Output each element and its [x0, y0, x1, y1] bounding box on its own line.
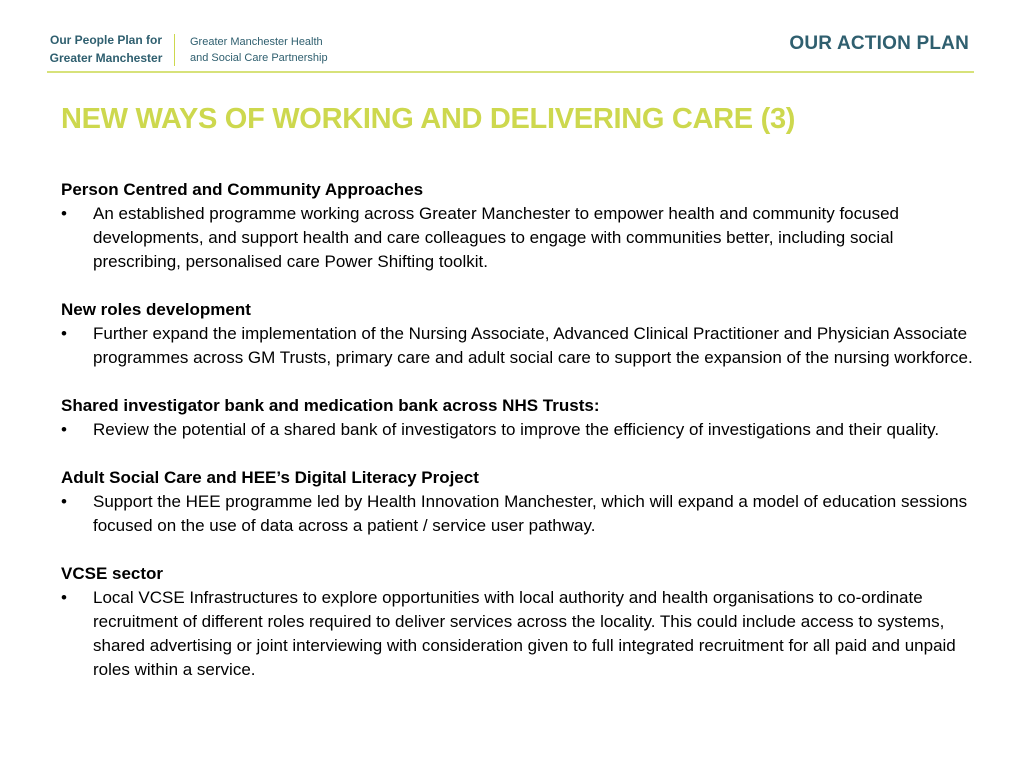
section-vcse — [61, 562, 976, 682]
bullet-item — [61, 490, 976, 538]
bullet-item — [61, 202, 976, 274]
partner-line-1: Greater Manchester Health — [190, 36, 323, 48]
page-title: NEW WAYS OF WORKING AND DELIVERING CARE (3) — [61, 103, 796, 135]
bullet-text: An established programme working across Greater Manchester to empower health and community focused developments, and support health and care colleagues to engage with communities better, including social prescribing, personalised care Power Shifting toolkit. — [93, 204, 899, 271]
section-label: OUR ACTION PLAN — [789, 33, 969, 54]
section-heading: New roles development — [61, 300, 251, 319]
bullet-text: Support the HEE programme led by Health Innovation Manchester, which will expand a model of education sessions focused on the use of data across a patient / service user pathway. — [93, 492, 968, 535]
partnership-logo — [190, 34, 328, 66]
section-new-roles — [61, 298, 976, 370]
logo-line-1: Our People Plan for — [49, 33, 163, 47]
section-heading: VCSE sector — [61, 564, 164, 583]
logo-line-2: Greater Manchester — [49, 51, 163, 65]
section-heading: Adult Social Care and HEE’s Digital Literacy Project — [61, 468, 479, 487]
partner-line-2: and Social Care Partnership — [190, 52, 328, 64]
bullet-text: Further expand the implementation of the Nursing Associate, Advanced Clinical Practitioner and Physician Associate programmes across GM Trusts, primary care and adult social care to support the expansion of the nursing workforce. — [93, 324, 973, 367]
bullet-item — [61, 322, 976, 370]
section-heading: Shared investigator bank and medication bank across NHS Trusts: — [61, 396, 600, 415]
page-header — [0, 0, 1024, 80]
content-body — [61, 178, 976, 706]
bullet-text: Review the potential of a shared bank of investigators to improve the efficiency of investigations and their quality. — [93, 420, 940, 439]
bullet-text: Local VCSE Infrastructures to explore opportunities with local authority and health organisations to co-ordinate recruitment of different roles required to deliver services across the locality. This could include access to systems, shared advertising or joint interviewing with consideration given to full integrated recruitment for all paid and unpaid roles within a service. — [93, 588, 956, 679]
bullet-icon: • — [61, 492, 67, 511]
section-person-centred — [61, 178, 976, 274]
section-shared-investigator-bank — [61, 394, 976, 442]
section-digital-literacy — [61, 466, 976, 538]
bullet-icon: • — [61, 420, 67, 439]
bullet-item — [61, 418, 976, 442]
section-heading: Person Centred and Community Approaches — [61, 180, 424, 199]
bullet-icon: • — [61, 204, 67, 223]
bullet-item — [61, 586, 976, 682]
header-divider — [47, 71, 974, 73]
logo-divider — [174, 34, 175, 66]
people-plan-logo — [44, 31, 168, 67]
bullet-icon: • — [61, 588, 67, 607]
bullet-icon: • — [61, 324, 67, 343]
